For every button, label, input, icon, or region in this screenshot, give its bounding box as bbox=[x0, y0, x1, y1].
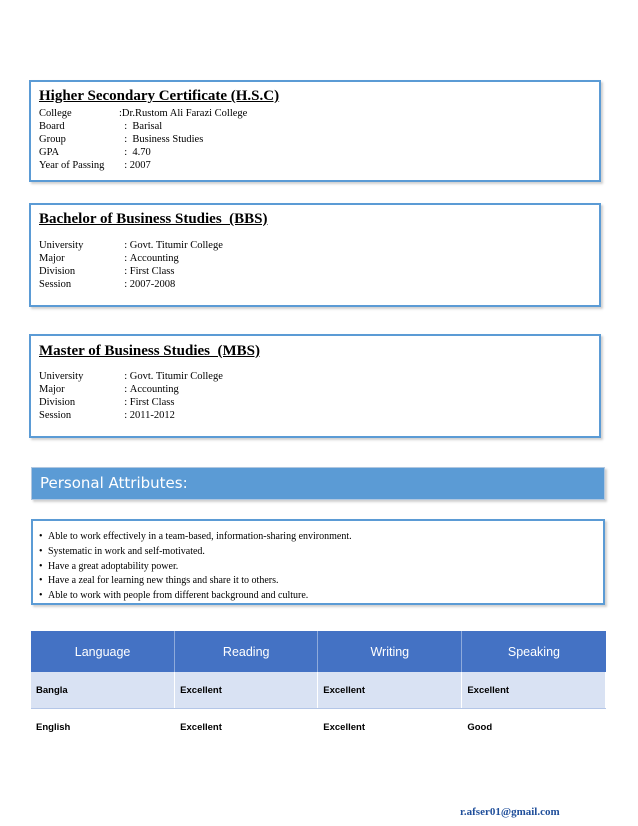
cell-language: English bbox=[31, 709, 175, 746]
language-table bbox=[31, 631, 606, 745]
bbs-row-major: Major : Accounting bbox=[39, 253, 179, 264]
list-item: • Have a zeal for learning new things and share it to others. bbox=[39, 574, 352, 589]
list-item: • Able to work with people from different background and culture. bbox=[39, 589, 352, 604]
list-item: • Systematic in work and self-motivated. bbox=[39, 545, 352, 560]
list-item: • Have a great adoptability power. bbox=[39, 560, 352, 575]
cell-reading: Excellent bbox=[175, 672, 318, 709]
bullet-icon: • bbox=[39, 560, 43, 572]
contact-email[interactable]: r.afser01@gmail.com bbox=[460, 806, 560, 818]
personal-attributes-title: Personal Attributes: bbox=[40, 474, 188, 492]
personal-attributes-list bbox=[39, 530, 352, 604]
cell-writing: Excellent bbox=[318, 709, 462, 746]
bullet-icon: • bbox=[39, 531, 43, 542]
list-item: • Able to work effectively in a team-based, information-sharing environment. bbox=[39, 530, 352, 545]
hsc-row-college: College :Dr.Rustom Ali Farazi College bbox=[39, 108, 248, 119]
bullet-icon: • bbox=[39, 590, 43, 602]
hsc-section bbox=[29, 80, 601, 182]
bbs-title: Bachelor of Business Studies (BBS) bbox=[39, 211, 268, 227]
cell-reading: Excellent bbox=[175, 709, 318, 746]
bullet-icon: • bbox=[39, 575, 43, 587]
bbs-section bbox=[29, 203, 601, 307]
table-row bbox=[31, 709, 606, 746]
hsc-title: Higher Secondary Certificate (H.S.C) bbox=[39, 88, 280, 104]
hsc-row-board: Board : Barisal bbox=[39, 121, 163, 132]
hsc-row-gpa: GPA : 4.70 bbox=[39, 147, 151, 158]
header-writing: Writing bbox=[318, 631, 462, 672]
header-reading: Reading bbox=[175, 631, 318, 672]
mbs-row-university: University : Govt. Titumir College bbox=[39, 371, 223, 382]
bullet-icon: • bbox=[39, 545, 43, 557]
header-language: Language bbox=[31, 631, 175, 672]
mbs-row-division: Division : First Class bbox=[39, 397, 175, 408]
header-speaking: Speaking bbox=[462, 631, 606, 672]
hsc-row-group: Group : Business Studies bbox=[39, 134, 204, 145]
mbs-section bbox=[29, 334, 601, 438]
personal-attributes-list-box bbox=[31, 519, 605, 605]
cell-writing: Excellent bbox=[318, 672, 462, 709]
cell-speaking: Good bbox=[462, 709, 606, 746]
bbs-row-university: University : Govt. Titumir College bbox=[39, 240, 223, 251]
table-row bbox=[31, 672, 606, 709]
table-header-row bbox=[31, 631, 606, 672]
cell-speaking: Excellent bbox=[462, 672, 606, 709]
bbs-row-session: Session : 2007-2008 bbox=[39, 279, 176, 290]
hsc-row-year: Year of Passing : 2007 bbox=[39, 160, 151, 171]
mbs-title: Master of Business Studies (MBS) bbox=[39, 343, 260, 359]
mbs-row-session: Session : 2011-2012 bbox=[39, 410, 175, 421]
mbs-row-major: Major : Accounting bbox=[39, 384, 179, 395]
cell-language: Bangla bbox=[31, 672, 175, 709]
bbs-row-division: Division : First Class bbox=[39, 266, 175, 277]
personal-attributes-header bbox=[31, 467, 605, 500]
